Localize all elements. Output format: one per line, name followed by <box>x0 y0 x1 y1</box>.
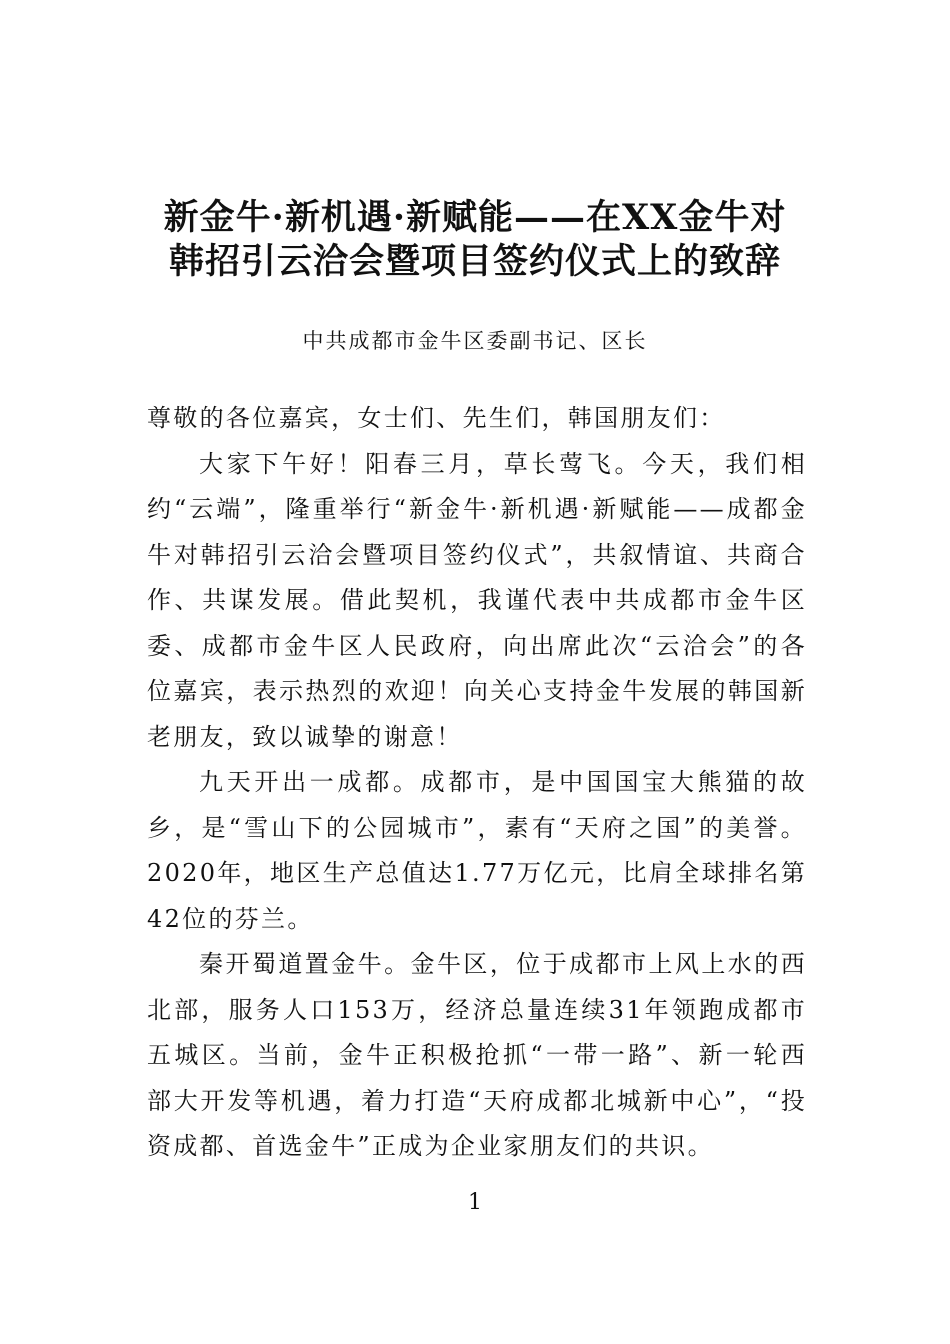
document-body <box>147 396 807 1170</box>
body-paragraph: 秦开蜀道置金牛。金牛区，位于成都市上风上水的西北部，服务人口153万，经济总量连续31年领跑成都市五城区。当前，金牛正积极抢抓“一带一路”、新一轮西部大开发等机遇，着力打造“天府成都北城新中心”，“投资成都、首选金牛”正成为企业家朋友们的共识。 <box>147 950 807 1160</box>
page-number: 1 <box>468 1190 482 1215</box>
body-paragraph: 大家下午好！阳春三月，草长莺飞。今天，我们相约“云端”，隆重举行“新金牛·新机遇·新赋能——成都金牛对韩招引云洽会暨项目签约仪式”，共叙情谊、共商合作、共谋发展。借此契机，我谨代表中共成都市金牛区委、成都市金牛区人民政府，向出席此次“云洽会”的各位嘉宾，表示热烈的欢迎！向关心支持金牛发展的韩国新老朋友，致以诚挚的谢意！ <box>147 449 807 751</box>
body-paragraph: 九天开出一成都。成都市，是中国国宝大熊猫的故乡，是“雪山下的公园城市”，素有“天府之国”的美誉。2020年，地区生产总值达1.77万亿元，比肩全球排名第42位的芬兰。 <box>147 768 807 933</box>
salutation: 尊敬的各位嘉宾，女士们、先生们，韩国朋友们： <box>147 404 726 432</box>
author-byline: 中共成都市金牛区委副书记、区长 <box>302 329 648 353</box>
document-title-line-1: 新金牛·新机遇·新赋能——在XX金牛对 <box>163 197 787 238</box>
document-title-line-2: 韩招引云洽会暨项目签约仪式上的致辞 <box>168 241 781 282</box>
